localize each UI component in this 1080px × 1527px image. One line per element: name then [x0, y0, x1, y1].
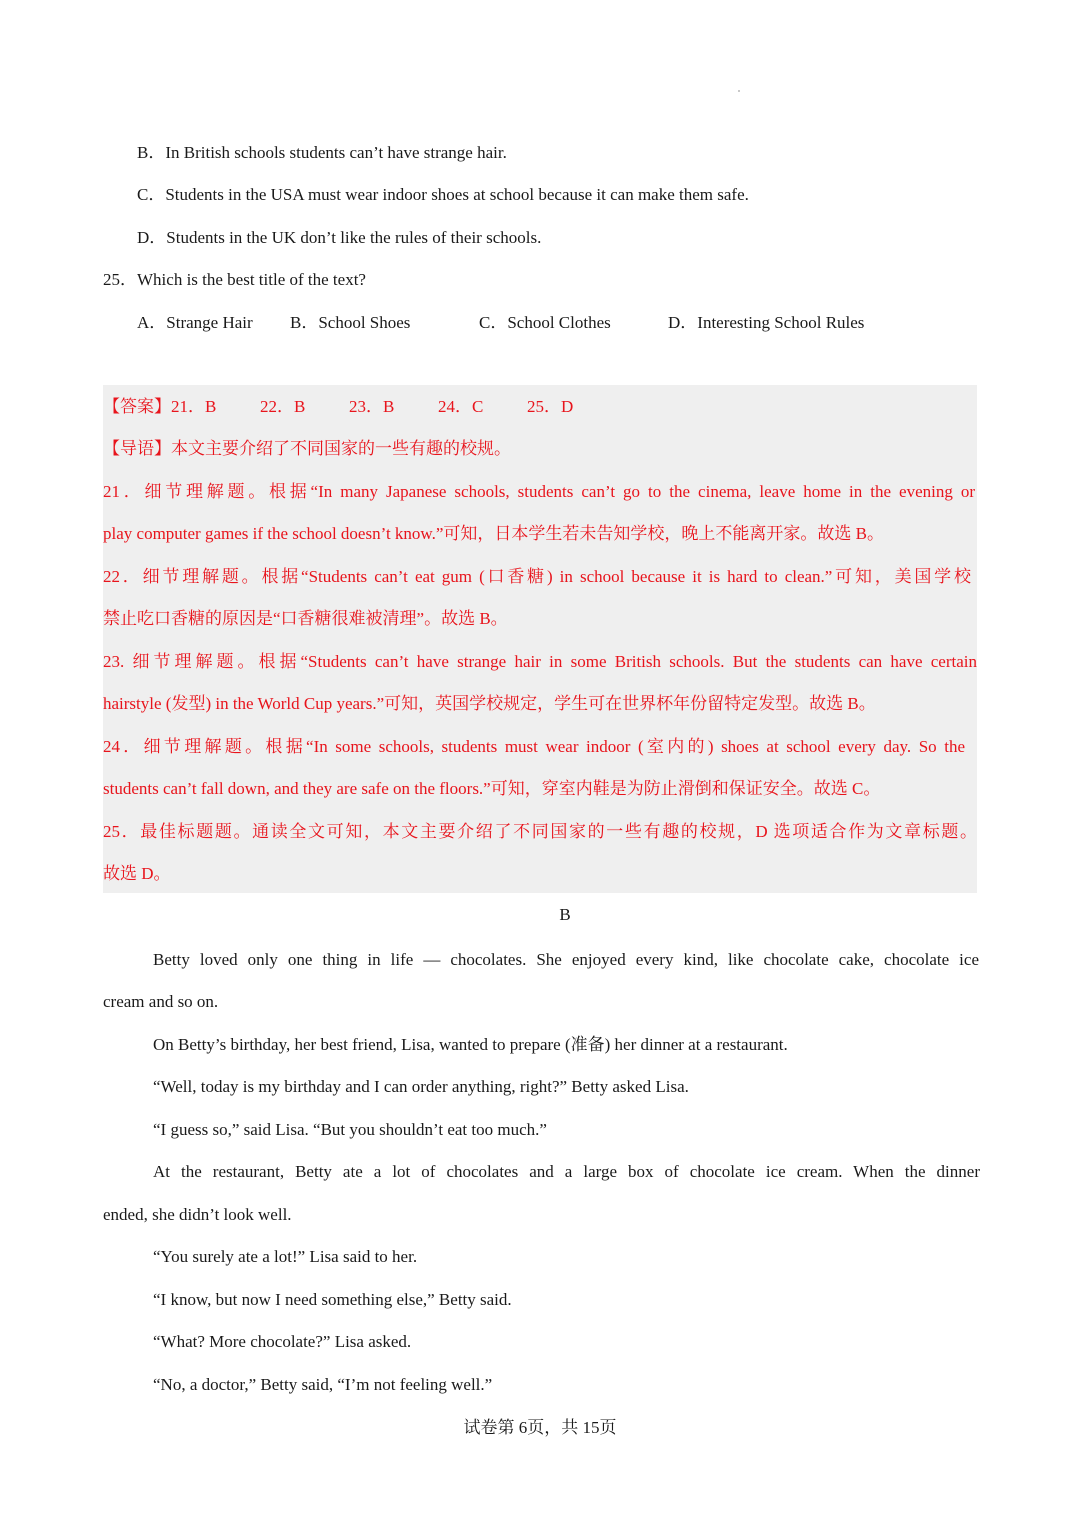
q25-option-b: B．School Shoes — [290, 313, 411, 332]
answer-explanation-box — [103, 385, 977, 893]
answer-item-24: 24．C — [438, 397, 484, 416]
explanation-23-line2: hairstyle (发型) in the World Cup years.”可知，英国学校规定，学生可在世界杯年份留特定发型。故选 B。 — [103, 694, 876, 713]
intro-text: 本文主要介绍了不同国家的一些有趣的校规。 — [171, 439, 511, 458]
q25-stem: 25．Which is the best title of the text? — [103, 270, 366, 289]
passage-b-p2: On Betty’s birthday, her best friend, Lisa, wanted to prepare (准备) her dinner at a restaurant. — [153, 1035, 788, 1054]
passage-b-p7: “I know, but now I need something else,” Betty said. — [153, 1290, 512, 1309]
passage-b-p5-line1: At the restaurant, Betty ate a lot of chocolates and a large box of chocolate ice cream. When the dinner — [153, 1162, 980, 1181]
explanation-23-line1: 23. 细节理解题。根据“Students can’t have strange hair in some British schools. But the students can have certain — [103, 652, 977, 671]
answer-label: 【答案】 — [103, 397, 171, 416]
explanation-24-line1: 24．细节理解题。根据“In some schools, students must wear indoor (室内的) shoes at school every day. So the — [103, 737, 965, 756]
q24-option-b: B．In British schools students can’t have strange hair. — [137, 143, 507, 162]
passage-b-title: B — [559, 905, 571, 924]
passage-b-p8: “What? More chocolate?” Lisa asked. — [153, 1332, 412, 1351]
page-footer: 试卷第 6页，共 15页 — [463, 1418, 617, 1437]
q24-option-d: D．Students in the UK don’t like the rules of their schools. — [137, 228, 542, 247]
answer-item-25: 25．D — [527, 397, 574, 416]
explanation-21-line2: play computer games if the school doesn’t know.”可知，日本学生若未告知学校，晚上不能离开家。故选 B。 — [103, 524, 884, 543]
answer-item-22: 22．B — [260, 397, 306, 416]
explanation-24-line2: students can’t fall down, and they are safe on the floors.”可知，穿室内鞋是为防止滑倒和保证安全。故选 C。 — [103, 779, 881, 798]
passage-b-p5-line2: ended, she didn’t look well. — [103, 1205, 292, 1224]
q25-option-d: D．Interesting School Rules — [668, 313, 865, 332]
q24-option-c: C．Students in the USA must wear indoor shoes at school because it can make them safe. — [137, 185, 749, 204]
intro-row — [103, 437, 511, 461]
passage-b-p1-line2: cream and so on. — [103, 992, 219, 1011]
answer-key-row — [103, 395, 573, 419]
explanation-22-line1: 22．细节理解题。根据“Students can’t eat gum (口香糖) in school because it is hard to clean.”可知，美国学校 — [103, 567, 971, 586]
passage-b-p6: “You surely ate a lot!” Lisa said to her. — [153, 1247, 418, 1266]
q25-option-c: C．School Clothes — [479, 313, 611, 332]
intro-label: 【导语】 — [103, 439, 171, 458]
explanation-21-line1: 21．细节理解题。根据“In many Japanese schools, students can’t go to the cinema, leave home in the evening or — [103, 482, 975, 501]
scan-speck — [738, 90, 740, 92]
explanation-22-line2: 禁止吃口香糖的原因是“口香糖很难被清理”。故选 B。 — [103, 609, 508, 628]
passage-b-p1-line1: Betty loved only one thing in life — chocolates. She enjoyed every kind, like chocolate cake, chocolate ice — [153, 950, 979, 969]
explanation-25-line2: 故选 D。 — [103, 864, 171, 883]
answer-item-23: 23．B — [349, 397, 395, 416]
answer-item-21: 21．B — [171, 397, 217, 416]
passage-b-p4: “I guess so,” said Lisa. “But you shouldn’t eat too much.” — [153, 1120, 547, 1139]
q25-option-a: A．Strange Hair — [137, 313, 253, 332]
passage-b-p9: “No, a doctor,” Betty said, “I’m not feeling well.” — [153, 1375, 493, 1394]
explanation-25-line1: 25．最佳标题题。通读全文可知，本文主要介绍了不同国家的一些有趣的校规，D 选项适合作为文章标题。 — [103, 822, 977, 841]
passage-b-p3: “Well, today is my birthday and I can order anything, right?” Betty asked Lisa. — [153, 1077, 689, 1096]
